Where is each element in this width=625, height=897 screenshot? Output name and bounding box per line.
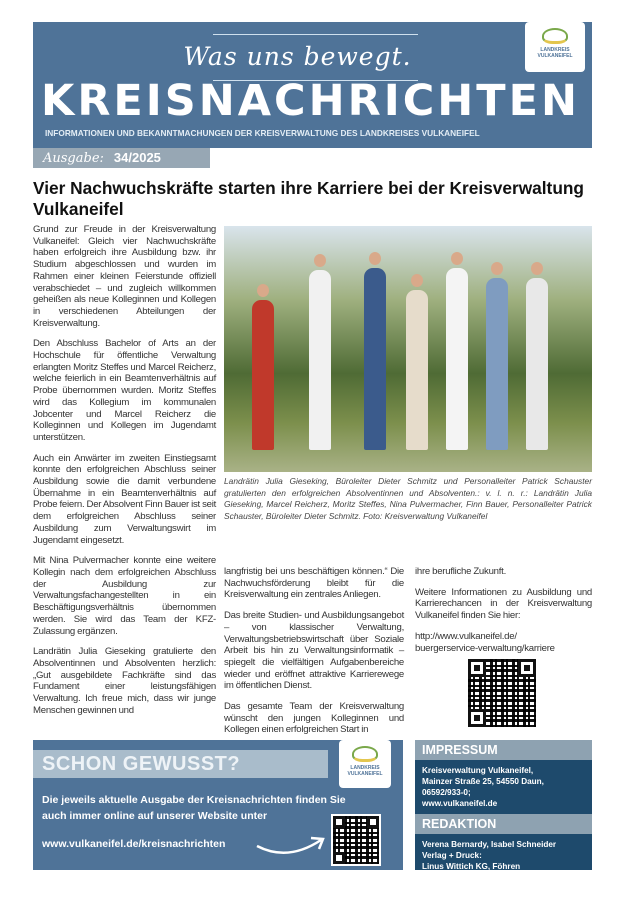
person-head (411, 274, 423, 287)
redaktion-line: Verlag + Druck: (422, 851, 482, 860)
photo-caption: Landrätin Julia Gieseking, Büroleiter Dieter Schmitz und Personalleiter Patrick Schauster gratulierten den erfolgreichen Absolventinnen und Absolventen.: v. l. n. r.: Landrätin Julia Gieseking, Marcel Reicherz, Moritz Steffes, Nina Pulvermacher, Finn Bauer, Personalleiter Patrick Schauster, Büroleiter Dieter Schmitz. Foto: Kreisverwaltung Vulkaneifel (224, 476, 592, 521)
divider (213, 34, 418, 35)
paragraph: Auch ein Anwärter im zweiten Einstiegsamt konnte den erfolgreichen Abschluss seiner Ausbildung sowie die damit verbundene Übernahme in ein Beamtenverhältnis auf Probe feiern. Der Absolvent Finn Bauer ist seit dem erfolgreichen Abschluss seiner Ausbildung zum Verwaltungswirt im Jugendamt eingesetzt. (33, 452, 216, 546)
banner-text (42, 792, 346, 824)
person (526, 278, 548, 450)
logo-text: LANDKREIS VULKANEIFEL (347, 765, 383, 777)
issue-number: 34/2025 (113, 150, 161, 165)
impressum-text (415, 760, 592, 814)
masthead-subtitle: INFORMATIONEN UND BEKANNTMACHUNGEN DER KREISVERWALTUNG DES LANDKREISES VULKANEIFEL (45, 128, 480, 138)
qr-finder (518, 659, 536, 677)
logo-icon (542, 28, 568, 44)
banner-url[interactable]: www.vulkaneifel.de/kreisnachrichten (42, 838, 226, 850)
landkreis-logo (339, 740, 391, 788)
banner-text-line: auch immer online auf unserer Website unter (42, 810, 268, 822)
career-link-line[interactable]: buergerservice-verwaltung/karriere (415, 642, 555, 654)
redaktion-line: Linus Wittich KG, Föhren (422, 862, 521, 871)
paragraph: ihre berufliche Zukunft. (415, 566, 506, 577)
paragraph: Mit Nina Pulvermacher konnte eine weitere Kollegin nach dem erfolgreichen Abschluss der Ausbildung zur Verwaltungsfachangestellten in ein Beschäftigungsverhältnis übernommen werden. Sie wird das Team der KFZ-Zulassung ergänzen. (33, 555, 216, 637)
person (364, 268, 386, 450)
landkreis-logo (525, 22, 585, 72)
logo-text: LANDKREIS VULKANEIFEL (537, 47, 573, 59)
paragraph: langfristig bei uns beschäftigen können.“ Die Nachwuchsförderung bleibt für die Kreisverwaltung ein zentrales Anliegen. (224, 566, 404, 601)
impressum-line: Mainzer Straße 25, 54550 Daun, (422, 777, 544, 786)
article-photo (224, 226, 592, 472)
career-link[interactable] (415, 631, 592, 654)
person-head (314, 254, 326, 267)
schon-gewusst-banner (33, 740, 403, 870)
person (309, 270, 331, 450)
impressum-box (415, 740, 592, 870)
impressum-website-link[interactable]: www.vulkaneifel.de (422, 799, 498, 808)
paragraph: Das breite Studien- und Ausbildungsangebot – von klassischer Verwaltung, Verwaltungsbetriebswirtschaft über Soziale Arbeit bis hin zu Verwaltungsinformatik – spiegelt die vielfältigen Aufgabenbereiche wieder und eröffnet attraktive Karrierewege im öffentlichen Dienst. (224, 610, 404, 692)
person (406, 290, 428, 450)
website-qr-code[interactable] (331, 814, 381, 866)
impressum-line: Kreisverwaltung Vulkaneifel, (422, 766, 534, 775)
paragraph: Das gesamte Team der Kreisverwaltung wünscht den jungen Kolleginnen und Kollegen einen erfolgreichen Start in (224, 701, 404, 736)
logo-icon (352, 746, 378, 762)
redaktion-text (415, 834, 592, 877)
person-head (257, 284, 269, 297)
masthead-title: KREISNACHRICHTEN (41, 76, 580, 126)
person-head (369, 252, 381, 265)
banner-title: SCHON GEWUSST? (33, 750, 328, 778)
tagline: Was uns bewegt. (183, 42, 412, 71)
person-head (451, 252, 463, 265)
issue-label: Ausgabe: (43, 151, 104, 166)
qr-finder (367, 816, 379, 828)
qr-finder (333, 852, 345, 864)
person (486, 278, 508, 450)
impressum-title: IMPRESSUM (415, 740, 592, 760)
redaktion-title: REDAKTION (415, 814, 592, 834)
issue-bar (33, 148, 210, 168)
person (252, 300, 274, 450)
career-qr-code[interactable] (464, 655, 540, 731)
paragraph: Weitere Informationen zu Ausbildung und Karrierechancen in der Kreisverwaltung Vulkaneifel finden Sie hier: (415, 586, 592, 622)
qr-finder (468, 709, 486, 727)
person-head (491, 262, 503, 275)
article-headline: Vier Nachwuchskräfte starten ihre Karriere bei der Kreisverwaltung Vulkaneifel (33, 178, 584, 219)
arrow-icon (253, 832, 329, 860)
person-head (531, 262, 543, 275)
person (446, 268, 468, 450)
qr-finder (333, 816, 345, 828)
paragraph: Den Abschluss Bachelor of Arts an der Hochschule für öffentliche Verwaltung erlangten Moritz Steffes und Marcel Reicherz, welche feierlich in ein Beamtenverhältnis auf Probe übernommen wurden. Moritz Steffes wird das Kollegium im kommunalen Jobcenter und Marcel Reicherz die Kolleginnen und Kollegen im Jugendamt unterstützen. (33, 338, 216, 443)
masthead (33, 22, 592, 148)
impressum-line: 06592/933-0; (422, 788, 471, 797)
article-column-middle (224, 566, 404, 745)
paragraph: Landrätin Julia Gieseking gratulierte den Absolventinnen und Absolventen herzlich: „Gut ausgebildete Fachkräfte sind das Fundament einer leistungsfähigen Verwaltung. Ich freue mich, dass wir junge Menschen gewinnen und (33, 646, 216, 716)
career-link-line[interactable]: http://www.vulkaneifel.de/ (415, 630, 517, 642)
redaktion-line: Verena Bernardy, Isabel Schneider (422, 840, 557, 849)
qr-finder (468, 659, 486, 677)
article-column-left (33, 224, 216, 725)
article-column-right (415, 566, 592, 654)
banner-text-line: Die jeweils aktuelle Ausgabe der Kreisnachrichten finden Sie (42, 794, 346, 806)
paragraph: Grund zur Freude in der Kreisverwaltung Vulkaneifel: Gleich vier Nachwuchskräfte haben erfolgreich ihre Ausbildung bzw. ihr Studium abgeschlossen und wurden im Rahmen einer kleinen Feierstunde offiziell verabschiedet – und zugleich willkommen geheißen als neue Kolleginnen und Kollegen in verschiedenen Abteilungen der Kreisverwaltung. (33, 224, 216, 329)
